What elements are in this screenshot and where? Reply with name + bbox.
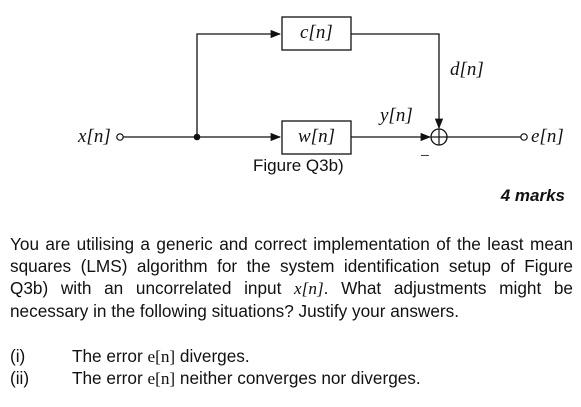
signal-label-y: y[n] xyxy=(380,105,413,126)
block-label-c: c[n] xyxy=(300,22,333,43)
input-terminal xyxy=(117,134,123,140)
summing-junction xyxy=(431,129,447,145)
branch-to-c xyxy=(197,34,280,137)
question-x-symbol: x[n] xyxy=(294,279,324,298)
output-terminal xyxy=(521,134,527,140)
question-text xyxy=(10,233,573,322)
item-number: (ii) xyxy=(10,368,30,388)
figure-caption: Figure Q3b) xyxy=(253,156,344,175)
item-text-pre: The error xyxy=(72,368,148,388)
minus-sign: − xyxy=(420,146,430,165)
item-symbol: e[n] xyxy=(147,369,176,388)
signal-label-e: e[n] xyxy=(531,126,564,147)
item-text-post: diverges. xyxy=(175,346,250,366)
block-label-w: w[n] xyxy=(298,126,335,147)
signal-label-x: x[n] xyxy=(78,126,111,147)
question-part-1: You are utilising a generic and correct implementation of the least mean squares (LMS) algorithm for the system identification setup of Figure Q3b) with an uncorrelated input xyxy=(10,234,573,298)
marks-label: 4 marks xyxy=(500,186,565,205)
item-symbol: e[n] xyxy=(147,347,176,366)
item-number: (i) xyxy=(10,346,26,366)
question-part-2: . What adjustments might be necessary in the following situations? Justify your answers. xyxy=(10,278,573,321)
item-text-pre: The error xyxy=(72,346,148,366)
item-text-post: neither converges nor diverges. xyxy=(175,368,421,388)
item-text xyxy=(72,367,421,390)
item-text xyxy=(72,345,250,368)
signal-label-d: d[n] xyxy=(450,59,484,80)
